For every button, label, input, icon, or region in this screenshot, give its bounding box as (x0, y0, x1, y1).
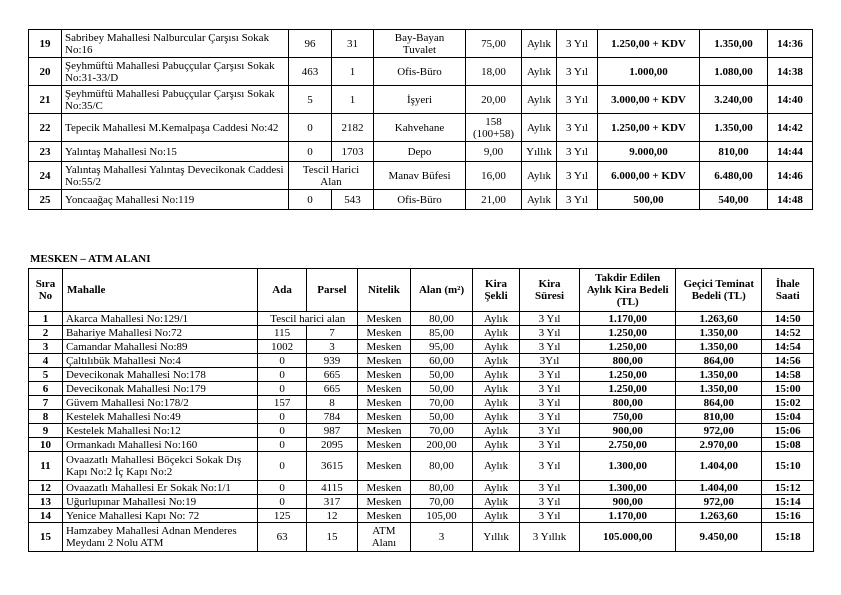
cell-mahalle: Yalıntaş Mahallesi No:15 (62, 142, 289, 162)
cell-sira-no: 6 (29, 382, 63, 396)
table-row (29, 481, 814, 495)
cell-parsel: 2182 (332, 114, 374, 142)
table-row (29, 354, 814, 368)
cell-sira-no: 2 (29, 326, 63, 340)
cell-parsel: 665 (306, 368, 357, 382)
cell-kira-suresi: 3 Yıllık (519, 523, 580, 552)
cell-alan: 80,00 (410, 481, 473, 495)
cell-sira-no: 1 (29, 312, 63, 326)
cell-ada: 0 (258, 438, 306, 452)
cell-nitelik: Mesken (358, 438, 410, 452)
cell-takdir-bedeli: 1.170,00 (580, 509, 676, 523)
cell-sira-no: 25 (29, 190, 62, 210)
isyeri-table-body (29, 30, 813, 210)
cell-nitelik: Ofis-Büro (374, 58, 466, 86)
cell-kira-sekli: Aylık (473, 354, 519, 368)
cell-ada: 115 (258, 326, 306, 340)
cell-kira-suresi: 3 Yıl (519, 509, 580, 523)
header-mahalle: Mahalle (62, 269, 257, 312)
cell-mahalle: Yenice Mahallesi Kapı No: 72 (62, 509, 257, 523)
cell-ihale-saati: 14:36 (768, 30, 813, 58)
cell-teminat-bedeli: 9.450,00 (676, 523, 762, 552)
cell-kira-sekli: Yıllık (522, 142, 557, 162)
cell-ihale-saati: 14:42 (768, 114, 813, 142)
cell-kira-suresi: 3 Yıl (557, 190, 598, 210)
cell-parsel: 8 (306, 396, 357, 410)
cell-ihale-saati: 14:50 (762, 312, 814, 326)
cell-alan: 18,00 (466, 58, 522, 86)
cell-takdir-bedeli: 1.250,00 + KDV (598, 114, 700, 142)
cell-alan: 21,00 (466, 190, 522, 210)
cell-nitelik: Mesken (358, 509, 410, 523)
cell-mahalle: Şeyhmüftü Mahallesi Pabuççular Çarşısı Sokak No:35/C (62, 86, 289, 114)
cell-takdir-bedeli: 800,00 (580, 354, 676, 368)
cell-teminat-bedeli: 1.263,60 (676, 509, 762, 523)
cell-nitelik: Bay-Bayan Tuvalet (374, 30, 466, 58)
cell-sira-no: 10 (29, 438, 63, 452)
cell-ada: 0 (258, 410, 306, 424)
cell-ihale-saati: 14:56 (762, 354, 814, 368)
cell-sira-no: 23 (29, 142, 62, 162)
cell-kira-sekli: Aylık (473, 326, 519, 340)
cell-ada: Tescil Harici Alan (289, 162, 374, 190)
cell-alan: 70,00 (410, 396, 473, 410)
table-row (29, 523, 814, 552)
cell-parsel: 3615 (306, 452, 357, 481)
mesken-atm-table (28, 268, 814, 552)
cell-teminat-bedeli: 3.240,00 (700, 86, 768, 114)
cell-takdir-bedeli: 1.250,00 + KDV (598, 30, 700, 58)
cell-parsel: 543 (332, 190, 374, 210)
header-teminat: Geçici Teminat Bedeli (TL) (676, 269, 762, 312)
cell-alan: 200,00 (410, 438, 473, 452)
cell-kira-suresi: 3 Yıl (519, 452, 580, 481)
cell-sira-no: 20 (29, 58, 62, 86)
header-kira-sekli: Kira Şekli (473, 269, 519, 312)
cell-kira-suresi: 3 Yıl (519, 326, 580, 340)
table-row (29, 142, 813, 162)
cell-takdir-bedeli: 105.000,00 (580, 523, 676, 552)
cell-ihale-saati: 14:52 (762, 326, 814, 340)
cell-takdir-bedeli: 1.170,00 (580, 312, 676, 326)
cell-teminat-bedeli: 1.350,00 (676, 382, 762, 396)
cell-teminat-bedeli: 1.350,00 (676, 340, 762, 354)
cell-ihale-saati: 14:54 (762, 340, 814, 354)
table-row (29, 396, 814, 410)
cell-ada: 0 (289, 190, 332, 210)
cell-kira-suresi: 3 Yıl (557, 86, 598, 114)
cell-ihale-saati: 15:10 (762, 452, 814, 481)
cell-parsel: 12 (306, 509, 357, 523)
cell-teminat-bedeli: 1.263,60 (676, 312, 762, 326)
cell-alan: 9,00 (466, 142, 522, 162)
cell-ada: 0 (258, 368, 306, 382)
cell-kira-suresi: 3 Yıl (557, 58, 598, 86)
cell-sira-no: 15 (29, 523, 63, 552)
cell-teminat-bedeli: 1.404,00 (676, 481, 762, 495)
cell-nitelik: Mesken (358, 368, 410, 382)
cell-parsel: 15 (306, 523, 357, 552)
cell-ihale-saati: 15:06 (762, 424, 814, 438)
cell-takdir-bedeli: 1.000,00 (598, 58, 700, 86)
cell-teminat-bedeli: 2.970,00 (676, 438, 762, 452)
cell-kira-sekli: Aylık (473, 410, 519, 424)
cell-ada: 463 (289, 58, 332, 86)
cell-teminat-bedeli: 1.350,00 (700, 114, 768, 142)
cell-kira-sekli: Aylık (522, 190, 557, 210)
cell-parsel: 665 (306, 382, 357, 396)
cell-mahalle: Camandar Mahallesi No:89 (62, 340, 257, 354)
cell-sira-no: 7 (29, 396, 63, 410)
cell-mahalle: Çaltılıbük Mahallesi No:4 (62, 354, 257, 368)
cell-ada: 0 (258, 481, 306, 495)
cell-takdir-bedeli: 1.300,00 (580, 481, 676, 495)
cell-mahalle: Tepecik Mahallesi M.Kemalpaşa Caddesi No:42 (62, 114, 289, 142)
cell-parsel: 4115 (306, 481, 357, 495)
table-row (29, 30, 813, 58)
cell-alan: 60,00 (410, 354, 473, 368)
header-kira-suresi: Kira Süresi (519, 269, 580, 312)
cell-ihale-saati: 14:44 (768, 142, 813, 162)
mesken-table-body (29, 312, 814, 552)
cell-sira-no: 9 (29, 424, 63, 438)
cell-ada: 0 (258, 424, 306, 438)
cell-nitelik: Mesken (358, 452, 410, 481)
table-row (29, 340, 814, 354)
cell-ihale-saati: 15:04 (762, 410, 814, 424)
table-row (29, 162, 813, 190)
header-alan: Alan (m²) (410, 269, 473, 312)
cell-nitelik: Mesken (358, 396, 410, 410)
cell-parsel: 987 (306, 424, 357, 438)
cell-mahalle: Ovaazatlı Mahallesi Böçekci Sokak Dış Kapı No:2 İç Kapı No:2 (62, 452, 257, 481)
cell-teminat-bedeli: 810,00 (676, 410, 762, 424)
cell-sira-no: 11 (29, 452, 63, 481)
cell-nitelik: Kahvehane (374, 114, 466, 142)
cell-mahalle: Akarca Mahallesi No:129/1 (62, 312, 257, 326)
cell-takdir-bedeli: 750,00 (580, 410, 676, 424)
cell-teminat-bedeli: 6.480,00 (700, 162, 768, 190)
cell-alan: 50,00 (410, 410, 473, 424)
cell-sira-no: 24 (29, 162, 62, 190)
cell-mahalle: Bahariye Mahallesi No:72 (62, 326, 257, 340)
cell-kira-sekli: Aylık (473, 481, 519, 495)
table-row (29, 114, 813, 142)
cell-mahalle: Ovaazatlı Mahallesi Er Sokak No:1/1 (62, 481, 257, 495)
cell-ada: 1002 (258, 340, 306, 354)
cell-sira-no: 13 (29, 495, 63, 509)
cell-parsel: 31 (332, 30, 374, 58)
cell-alan: 3 (410, 523, 473, 552)
cell-ada: 96 (289, 30, 332, 58)
cell-kira-suresi: 3 Yıl (519, 495, 580, 509)
cell-ihale-saati: 15:18 (762, 523, 814, 552)
cell-kira-sekli: Aylık (473, 396, 519, 410)
table-row (29, 495, 814, 509)
cell-nitelik: ATM Alanı (358, 523, 410, 552)
cell-sira-no: 4 (29, 354, 63, 368)
cell-alan: 50,00 (410, 382, 473, 396)
cell-parsel: 1703 (332, 142, 374, 162)
cell-takdir-bedeli: 900,00 (580, 424, 676, 438)
cell-mahalle: Kestelek Mahallesi No:12 (62, 424, 257, 438)
table-row (29, 509, 814, 523)
cell-kira-sekli: Aylık (473, 368, 519, 382)
table-row (29, 86, 813, 114)
cell-ihale-saati: 15:08 (762, 438, 814, 452)
cell-kira-suresi: 3 Yıl (519, 481, 580, 495)
header-takdir: Takdir Edilen Aylık Kira Bedeli (TL) (580, 269, 676, 312)
cell-teminat-bedeli: 972,00 (676, 424, 762, 438)
cell-kira-sekli: Aylık (473, 424, 519, 438)
section-title: MESKEN – ATM ALANI (30, 253, 151, 265)
cell-nitelik: Mesken (358, 481, 410, 495)
cell-ada: 157 (258, 396, 306, 410)
cell-nitelik: İşyeri (374, 86, 466, 114)
cell-nitelik: Mesken (358, 326, 410, 340)
cell-parsel: 939 (306, 354, 357, 368)
cell-kira-suresi: 3 Yıl (519, 312, 580, 326)
cell-sira-no: 8 (29, 410, 63, 424)
cell-takdir-bedeli: 1.250,00 (580, 326, 676, 340)
cell-takdir-bedeli: 2.750,00 (580, 438, 676, 452)
cell-kira-sekli: Aylık (473, 382, 519, 396)
cell-alan: 80,00 (410, 312, 473, 326)
header-ihale-saati: İhale Saati (762, 269, 814, 312)
cell-ihale-saati: 14:38 (768, 58, 813, 86)
cell-takdir-bedeli: 500,00 (598, 190, 700, 210)
header-nitelik: Nitelik (358, 269, 410, 312)
cell-nitelik: Mesken (358, 354, 410, 368)
cell-takdir-bedeli: 800,00 (580, 396, 676, 410)
cell-teminat-bedeli: 864,00 (676, 354, 762, 368)
table-row (29, 452, 814, 481)
cell-alan: 158 (100+58) (466, 114, 522, 142)
cell-nitelik: Mesken (358, 424, 410, 438)
cell-ada: 0 (258, 382, 306, 396)
cell-teminat-bedeli: 1.080,00 (700, 58, 768, 86)
cell-alan: 105,00 (410, 509, 473, 523)
cell-parsel: 317 (306, 495, 357, 509)
cell-teminat-bedeli: 810,00 (700, 142, 768, 162)
cell-mahalle: Yalıntaş Mahallesi Yalıntaş Devecikonak Caddesi No:55/2 (62, 162, 289, 190)
cell-nitelik: Manav Büfesi (374, 162, 466, 190)
cell-parsel: 7 (306, 326, 357, 340)
cell-nitelik: Mesken (358, 495, 410, 509)
cell-kira-sekli: Aylık (522, 114, 557, 142)
cell-kira-sekli: Aylık (522, 162, 557, 190)
cell-ada: 0 (258, 452, 306, 481)
cell-ada: 0 (258, 495, 306, 509)
header-ada: Ada (258, 269, 306, 312)
cell-mahalle: Devecikonak Mahallesi No:178 (62, 368, 257, 382)
cell-alan: 85,00 (410, 326, 473, 340)
cell-ada: 63 (258, 523, 306, 552)
cell-kira-sekli: Aylık (522, 86, 557, 114)
cell-teminat-bedeli: 1.350,00 (676, 368, 762, 382)
header-parsel: Parsel (306, 269, 357, 312)
cell-takdir-bedeli: 1.250,00 (580, 340, 676, 354)
table-row (29, 368, 814, 382)
cell-takdir-bedeli: 1.250,00 (580, 368, 676, 382)
cell-ihale-saati: 15:12 (762, 481, 814, 495)
cell-teminat-bedeli: 1.350,00 (676, 326, 762, 340)
cell-sira-no: 5 (29, 368, 63, 382)
table-row (29, 58, 813, 86)
cell-kira-sekli: Aylık (473, 495, 519, 509)
table-row (29, 382, 814, 396)
cell-nitelik: Mesken (358, 340, 410, 354)
cell-kira-suresi: 3 Yıl (519, 438, 580, 452)
cell-kira-suresi: 3 Yıl (557, 30, 598, 58)
cell-parsel: 1 (332, 86, 374, 114)
cell-kira-sekli: Aylık (473, 312, 519, 326)
cell-ada: 0 (289, 114, 332, 142)
cell-nitelik: Mesken (358, 410, 410, 424)
cell-kira-suresi: 3 Yıl (519, 396, 580, 410)
cell-teminat-bedeli: 1.350,00 (700, 30, 768, 58)
cell-ada: 5 (289, 86, 332, 114)
cell-ihale-saati: 15:00 (762, 382, 814, 396)
cell-ihale-saati: 14:58 (762, 368, 814, 382)
cell-parsel: 784 (306, 410, 357, 424)
cell-takdir-bedeli: 9.000,00 (598, 142, 700, 162)
cell-ihale-saati: 15:14 (762, 495, 814, 509)
cell-kira-sekli: Aylık (473, 452, 519, 481)
cell-kira-sekli: Aylık (473, 438, 519, 452)
cell-mahalle: Uğurlupınar Mahallesi No:19 (62, 495, 257, 509)
cell-takdir-bedeli: 900,00 (580, 495, 676, 509)
cell-mahalle: Kestelek Mahallesi No:49 (62, 410, 257, 424)
cell-kira-sekli: Yıllık (473, 523, 519, 552)
cell-kira-suresi: 3Yıl (519, 354, 580, 368)
cell-ihale-saati: 14:40 (768, 86, 813, 114)
cell-alan: 80,00 (410, 452, 473, 481)
cell-alan: 75,00 (466, 30, 522, 58)
cell-nitelik: Mesken (358, 312, 410, 326)
cell-mahalle: Devecikonak Mahallesi No:179 (62, 382, 257, 396)
cell-alan: 95,00 (410, 340, 473, 354)
cell-alan: 50,00 (410, 368, 473, 382)
cell-mahalle: Ormankadı Mahallesi No:160 (62, 438, 257, 452)
cell-ada: 0 (289, 142, 332, 162)
cell-kira-sekli: Aylık (522, 30, 557, 58)
cell-kira-suresi: 3 Yıl (519, 424, 580, 438)
cell-nitelik: Ofis-Büro (374, 190, 466, 210)
cell-teminat-bedeli: 972,00 (676, 495, 762, 509)
cell-kira-suresi: 3 Yıl (519, 382, 580, 396)
cell-ada: Tescil harici alan (258, 312, 358, 326)
cell-mahalle: Güvem Mahallesi No:178/2 (62, 396, 257, 410)
cell-kira-suresi: 3 Yıl (557, 142, 598, 162)
header-sira-no: Sıra No (29, 269, 63, 312)
cell-sira-no: 19 (29, 30, 62, 58)
cell-nitelik: Depo (374, 142, 466, 162)
cell-parsel: 2095 (306, 438, 357, 452)
cell-kira-suresi: 3 Yıl (519, 340, 580, 354)
cell-kira-suresi: 3 Yıl (519, 368, 580, 382)
cell-mahalle: Sabribey Mahallesi Nalburcular Çarşısı Sokak No:16 (62, 30, 289, 58)
cell-kira-sekli: Aylık (522, 58, 557, 86)
cell-ihale-saati: 15:02 (762, 396, 814, 410)
cell-ihale-saati: 15:16 (762, 509, 814, 523)
table-row (29, 326, 814, 340)
cell-mahalle: Şeyhmüftü Mahallesi Pabuççular Çarşısı Sokak No:31-33/D (62, 58, 289, 86)
cell-takdir-bedeli: 1.250,00 (580, 382, 676, 396)
cell-kira-sekli: Aylık (473, 509, 519, 523)
cell-kira-sekli: Aylık (473, 340, 519, 354)
cell-sira-no: 14 (29, 509, 63, 523)
cell-sira-no: 21 (29, 86, 62, 114)
cell-mahalle: Yoncaağaç Mahallesi No:119 (62, 190, 289, 210)
cell-ada: 0 (258, 354, 306, 368)
cell-parsel: 3 (306, 340, 357, 354)
cell-parsel: 1 (332, 58, 374, 86)
table-row (29, 438, 814, 452)
cell-sira-no: 3 (29, 340, 63, 354)
cell-kira-suresi: 3 Yıl (557, 114, 598, 142)
cell-kira-suresi: 3 Yıl (557, 162, 598, 190)
cell-teminat-bedeli: 540,00 (700, 190, 768, 210)
cell-takdir-bedeli: 1.300,00 (580, 452, 676, 481)
table-row (29, 424, 814, 438)
table-row (29, 190, 813, 210)
cell-takdir-bedeli: 6.000,00 + KDV (598, 162, 700, 190)
table-row (29, 410, 814, 424)
table-row (29, 312, 814, 326)
cell-alan: 20,00 (466, 86, 522, 114)
cell-alan: 70,00 (410, 495, 473, 509)
cell-teminat-bedeli: 864,00 (676, 396, 762, 410)
cell-kira-suresi: 3 Yıl (519, 410, 580, 424)
cell-sira-no: 22 (29, 114, 62, 142)
cell-takdir-bedeli: 3.000,00 + KDV (598, 86, 700, 114)
cell-alan: 16,00 (466, 162, 522, 190)
table-header-row (29, 269, 814, 312)
cell-sira-no: 12 (29, 481, 63, 495)
cell-alan: 70,00 (410, 424, 473, 438)
cell-mahalle: Hamzabey Mahallesi Adnan Menderes Meydanı 2 Nolu ATM (62, 523, 257, 552)
cell-ada: 125 (258, 509, 306, 523)
cell-teminat-bedeli: 1.404,00 (676, 452, 762, 481)
isyeri-table (28, 29, 813, 210)
cell-ihale-saati: 14:46 (768, 162, 813, 190)
cell-nitelik: Mesken (358, 382, 410, 396)
cell-ihale-saati: 14:48 (768, 190, 813, 210)
